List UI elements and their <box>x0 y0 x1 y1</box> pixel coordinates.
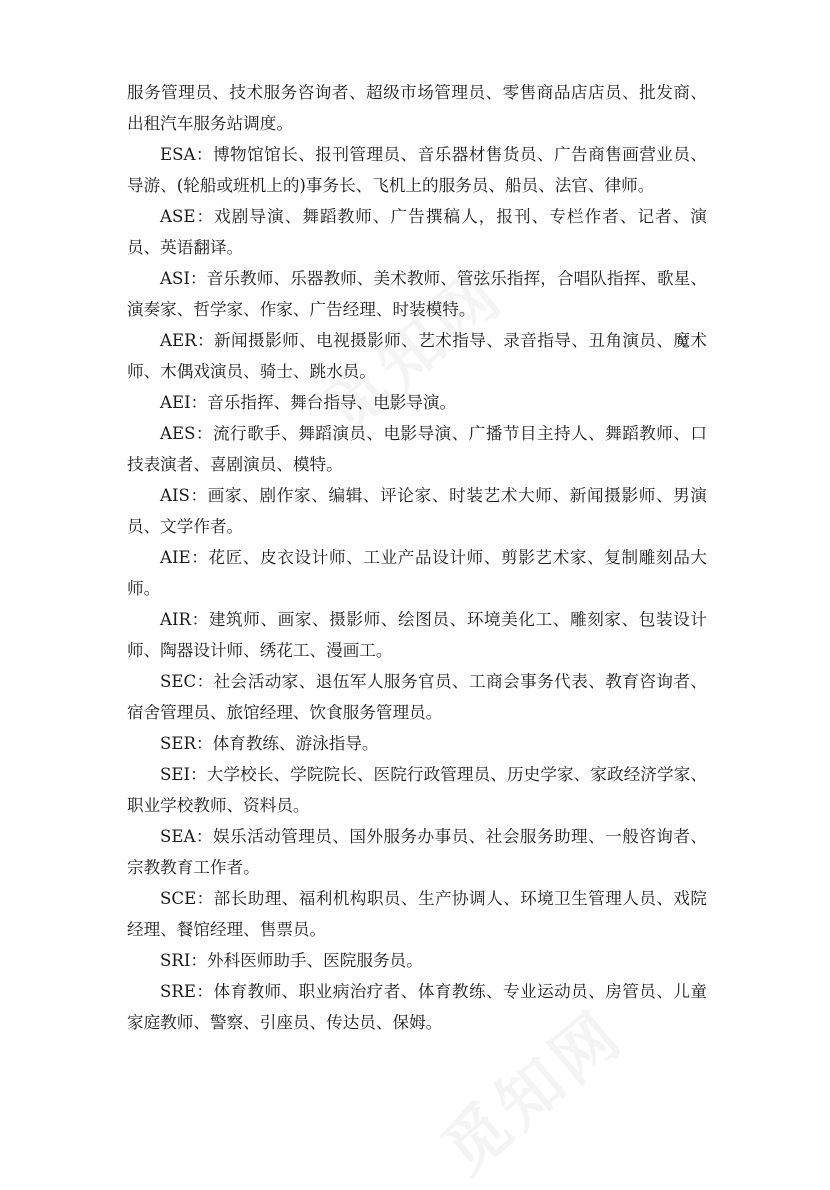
paragraph-text: 流行歌手、舞蹈演员、电影导演、广播节目主持人、舞蹈教师、口技表演者、喜剧演员、模特。 <box>127 424 708 474</box>
paragraph-text: 体育教师、职业病治疗者、体育教练、专业运动员、房管员、儿童家庭教师、警察、引座员、传达员、保姆。 <box>127 982 707 1032</box>
holland-code: ESA： <box>160 145 213 164</box>
paragraph-text: 画家、剧作家、编辑、评论家、时装艺术大师、新闻摄影师、男演员、文学作者。 <box>127 486 708 536</box>
paragraph-text: 博物馆馆长、报刊管理员、音乐器材售货员、广告商售画营业员、导游、(轮船或班机上的)事务长、飞机上的服务员、船员、法官、律师。 <box>127 145 708 195</box>
paragraph-sei <box>127 759 707 821</box>
holland-code: ASE： <box>160 207 215 226</box>
paragraph-text: 体育教练、游泳指导。 <box>212 734 379 753</box>
paragraph-air <box>127 604 707 666</box>
paragraph-aei <box>127 387 707 418</box>
paragraph-ser <box>127 728 707 759</box>
paragraph-asi <box>127 263 707 325</box>
paragraph-text: 娱乐活动管理员、国外服务办事员、社会服务助理、一般咨询者、宗教教育工作者。 <box>127 827 708 877</box>
holland-code: SEI： <box>160 765 207 784</box>
paragraph-text: 建筑师、画家、摄影师、绘图员、环境美化工、雕刻家、包装设计师、陶器设计师、绣花工、漫画工。 <box>127 610 707 660</box>
holland-code: AIE： <box>160 548 209 567</box>
holland-code: SEC： <box>160 672 214 691</box>
paragraph-sea <box>127 821 707 883</box>
holland-code: AER： <box>160 331 215 350</box>
paragraph-aes <box>127 418 707 480</box>
holland-code: SER： <box>160 734 213 753</box>
paragraph-sri <box>127 945 707 976</box>
paragraph-aer <box>127 325 707 387</box>
holland-code: ASI： <box>160 269 207 288</box>
paragraph-ais <box>127 480 707 542</box>
paragraph-text: 戏剧导演、舞蹈教师、广告撰稿人，报刊、专栏作者、记者、演员、英语翻译。 <box>127 207 708 257</box>
paragraph-sre <box>127 976 707 1038</box>
holland-code: AIR： <box>160 610 209 629</box>
paragraph-text: 音乐教师、乐器教师、美术教师、管弦乐指挥，合唱队指挥、歌星、演奏家、哲学家、作家、广告经理、时装模特。 <box>127 269 708 319</box>
paragraph-text: 音乐指挥、舞台指导、电影导演。 <box>207 393 457 412</box>
document-body <box>127 77 707 1038</box>
paragraph-text: 部长助理、福利机构职员、生产协调人、环境卫生管理人员、戏院经理、餐馆经理、售票员。 <box>127 889 707 939</box>
paragraph-ase <box>127 201 707 263</box>
holland-code: AES： <box>160 424 213 443</box>
paragraph-text: 外科医师助手、医院服务员。 <box>207 951 423 970</box>
holland-code: AIS： <box>160 486 208 505</box>
paragraph-esa <box>127 139 707 201</box>
paragraph-text: 社会活动家、退伍军人服务官员、工商会事务代表、教育咨询者、宿舍管理员、旅馆经理、饮食服务管理员。 <box>127 672 707 722</box>
paragraph-aie <box>127 542 707 604</box>
paragraph-text: 服务管理员、技术服务咨询者、超级市场管理员、零售商品店店员、批发商、出租汽车服务站调度。 <box>127 83 707 133</box>
paragraph-text: 花匠、皮衣设计师、工业产品设计师、剪影艺术家、复制雕刻品大师。 <box>127 548 707 598</box>
paragraph-sec <box>127 666 707 728</box>
holland-code: SRI： <box>160 951 208 970</box>
holland-code: SEA： <box>160 827 213 846</box>
holland-code: SCE： <box>160 889 214 908</box>
paragraph-sce <box>127 883 707 945</box>
holland-code: SRE： <box>160 982 214 1001</box>
paragraph-continuation <box>127 77 707 139</box>
paragraph-text: 新闻摄影师、电视摄影师、艺术指导、录音指导、丑角演员、魔术师、木偶戏演员、骑士、跳水员。 <box>127 331 708 381</box>
holland-code: AEI： <box>160 393 208 412</box>
paragraph-text: 大学校长、学院院长、医院行政管理员、历史学家、家政经济学家、职业学校教师、资料员。 <box>127 765 707 815</box>
